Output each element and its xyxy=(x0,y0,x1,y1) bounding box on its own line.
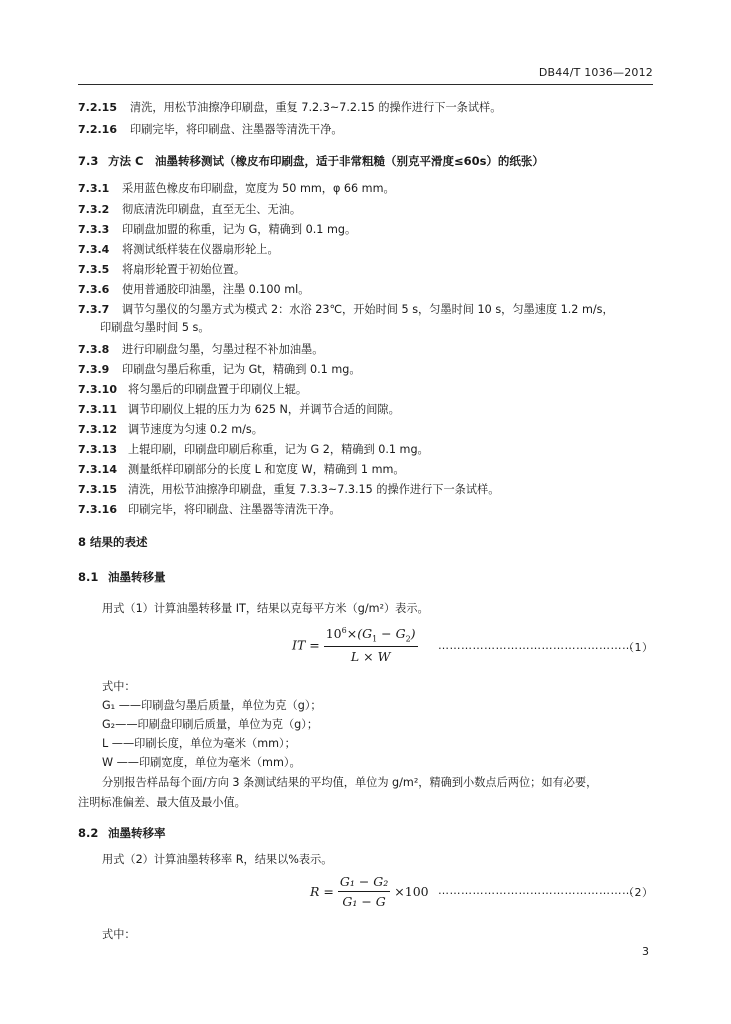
formula-1-leader: …………………………………………… xyxy=(438,639,634,652)
variable-definition: G₂——印刷盘印刷后质量，单位为克（g）； xyxy=(102,718,319,731)
section-title: 油墨转移率 xyxy=(108,826,166,840)
clause-number: 7.3.4 xyxy=(78,243,110,256)
clause-number: 7.2.15 xyxy=(78,101,117,114)
clause-text: 印刷盘加盟的称重，记为 G，精确到 0.1 mg。 xyxy=(122,223,357,236)
clause-number: 7.3.16 xyxy=(78,503,117,516)
clause-text: 采用蓝色橡皮布印刷盘，宽度为 50 mm，φ 66 mm。 xyxy=(122,182,395,195)
section-title: 油墨转移量 xyxy=(108,570,166,584)
clause-text: 测量纸样印刷部分的长度 L 和宽度 W，精确到 1 mm。 xyxy=(128,463,405,476)
clause-text: 印刷盘匀墨后称重，记为 Gt，精确到 0.1 mg。 xyxy=(122,363,361,376)
formula-2 xyxy=(310,874,429,909)
paragraph-text: 式中： xyxy=(102,928,136,941)
clause-text: 调节印刷仪上辊的压力为 625 N，并调节合适的间隙。 xyxy=(128,403,400,416)
clause-text: 将扇形轮置于初始位置。 xyxy=(122,263,246,276)
clause-number: 7.3.8 xyxy=(78,343,110,356)
variable-definition: W ——印刷宽度，单位为毫米（mm）。 xyxy=(102,756,301,769)
clause-number: 7.3.9 xyxy=(78,363,110,376)
section-title: 方法 C 油墨转移测试（橡皮布印刷盘，适于非常粗糙（别克平滑度≤60s）的纸张） xyxy=(108,154,544,168)
clause-text: 进行印刷盘匀墨，匀墨过程不补加油墨。 xyxy=(122,343,324,356)
clause-text: 印刷完毕，将印刷盘、注墨器等清洗干净。 xyxy=(130,123,343,136)
formula-denominator: L × W xyxy=(324,646,418,664)
clause-number: 7.3.10 xyxy=(78,383,117,396)
clause-text: 调节匀墨仪的匀墨方式为模式 2：水浴 23℃，开始时间 5 s，匀墨时间 10 s，匀墨速度 1.2 m/s， xyxy=(122,303,614,316)
formula-multiplier: ×100 xyxy=(394,884,429,899)
clause-text: 清洗，用松节油擦净印刷盘，重复 7.3.3~7.3.15 的操作进行下一条试样。 xyxy=(128,483,500,496)
formula-numerator: $10^6\times(G_1 - G_2)$ xyxy=(325,626,416,644)
variable-definition: G₁ ——印刷盘匀墨后质量，单位为克（g）； xyxy=(102,699,322,712)
clause-number: 7.3.1 xyxy=(78,182,110,195)
clause-text: 清洗，用松节油擦净印刷盘，重复 7.2.3~7.2.15 的操作进行下一条试样。 xyxy=(130,101,502,114)
page-number: 3 xyxy=(642,945,649,958)
formula-fraction xyxy=(324,626,418,664)
paragraph-text: 用式（1）计算油墨转移量 IT，结果以克每平方米（g/m²）表示。 xyxy=(102,602,429,615)
header-rule xyxy=(78,84,653,85)
paragraph-text: 式中： xyxy=(102,680,136,693)
formula-fraction xyxy=(338,874,390,909)
formula-2-leader: …………………………………………… xyxy=(438,884,634,897)
formula-lhs: IT xyxy=(292,637,306,653)
paragraph-text: 注明标准偏差、最大值及最小值。 xyxy=(78,796,246,809)
clause-number: 7.3.7 xyxy=(78,303,110,316)
formula-lhs: R xyxy=(310,884,320,899)
clause-number: 7.3.15 xyxy=(78,483,117,496)
clause-number: 7.3.2 xyxy=(78,203,110,216)
standard-number: DB44/T 1036—2012 xyxy=(538,66,653,79)
clause-text: 印刷完毕，将印刷盘、注墨器等清洗干净。 xyxy=(128,503,341,516)
clause-text: 将测试纸样装在仪器扇形轮上。 xyxy=(122,243,279,256)
section-number: 7.3 xyxy=(78,154,99,168)
variable-definition: L ——印刷长度，单位为毫米（mm）； xyxy=(102,737,296,750)
clause-text: 上辊印刷，印刷盘印刷后称重，记为 G 2，精确到 0.1 mg。 xyxy=(128,443,429,456)
clause-number: 7.3.11 xyxy=(78,403,117,416)
clause-number: 7.3.3 xyxy=(78,223,110,236)
formula-equals: = xyxy=(323,884,334,899)
clause-text: 调节速度为匀速 0.2 m/s。 xyxy=(128,423,263,436)
paragraph-text: 用式（2）计算油墨转移率 R，结果以%表示。 xyxy=(102,853,333,866)
clause-number: 7.3.14 xyxy=(78,463,117,476)
formula-1-number: （1） xyxy=(623,641,654,654)
formula-numerator: G₁ − G₂ xyxy=(339,874,389,889)
section-number: 8.2 xyxy=(78,826,99,840)
formula-2-number: （2） xyxy=(623,886,654,899)
clause-number: 7.2.16 xyxy=(78,123,117,136)
clause-text: 将匀墨后的印刷盘置于印刷仪上辊。 xyxy=(128,383,308,396)
clause-number: 7.3.12 xyxy=(78,423,117,436)
clause-text: 彻底清洗印刷盘，直至无尘、无油。 xyxy=(122,203,302,216)
section-number: 8.1 xyxy=(78,570,99,584)
clause-number: 7.3.5 xyxy=(78,263,110,276)
formula-1 xyxy=(292,626,418,664)
paragraph-text: 分别报告样品每个面/方向 3 条测试结果的平均值，单位为 g/m²，精确到小数点后两位；如有必要， xyxy=(102,776,598,789)
clause-number: 7.3.13 xyxy=(78,443,117,456)
section-title: 8 结果的表述 xyxy=(78,535,148,549)
clause-text: 印刷盘匀墨时间 5 s。 xyxy=(100,321,210,334)
clause-text: 使用普通胶印油墨，注墨 0.100 ml。 xyxy=(122,283,310,296)
formula-denominator: G₁ − G xyxy=(338,891,390,909)
clause-number: 7.3.6 xyxy=(78,283,110,296)
formula-equals: = xyxy=(309,637,320,653)
